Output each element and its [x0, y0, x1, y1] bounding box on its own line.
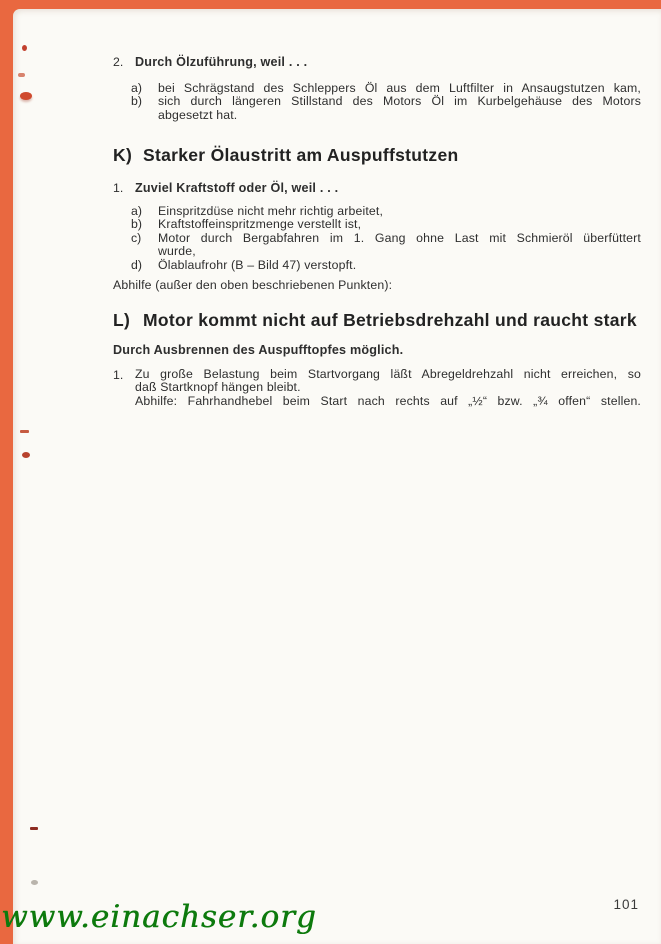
item-title: Zuviel Kraftstoff oder Öl, weil . . . [135, 181, 339, 195]
sub-item-text: sich durch längeren Stillstand des Motors Öl im Kurbelgehäuse des Motors [158, 94, 641, 109]
sub-item-letter: c) [131, 230, 142, 245]
sub-item-c [131, 232, 641, 259]
sub-item-b [131, 95, 641, 122]
ink-speck [20, 92, 32, 100]
section-subtitle: Durch Ausbrennen des Auspufftopfes möglich. [113, 343, 404, 357]
sub-item-a [131, 205, 641, 218]
section-heading-k [113, 145, 641, 166]
ink-speck [18, 73, 25, 77]
item-text: daß Startknopf hängen bleibt. [135, 380, 301, 395]
item-number: 1. [113, 181, 124, 195]
section-title: Starker Ölaustritt am Auspuffstutzen [143, 145, 459, 165]
section-letter: L) [113, 310, 131, 330]
ink-speck [20, 430, 29, 433]
sub-item-d [131, 259, 641, 272]
ink-speck [31, 880, 38, 885]
item-title: Durch Ölzuführung, weil . . . [135, 55, 308, 69]
item-number: 2. [113, 55, 124, 69]
sub-item-text: wurde, [158, 244, 196, 259]
list-item-1-k [113, 181, 641, 272]
sub-item-b [131, 218, 641, 231]
list-item-1-l [113, 368, 641, 408]
item-number: 1. [113, 368, 124, 382]
page-number: 101 [613, 897, 639, 912]
sub-item-text: abgesetzt hat. [158, 107, 238, 122]
sub-item-text: bei Schrägstand des Schleppers Öl aus dem Luftfilter in Ansaugstutzen kam, [158, 81, 641, 95]
item-text: Zu große Belastung beim Startvorgang läßt Abregeldrehzahl nicht erreichen, so [135, 367, 641, 381]
sub-item-letter: a) [131, 204, 142, 218]
section-title: Motor kommt nicht auf Betriebsdrehzahl und raucht stark [143, 310, 637, 330]
sub-item-text: Kraftstoffeinspritzmenge verstellt ist, [158, 217, 362, 232]
ink-speck [22, 45, 27, 51]
sub-item-letter: b) [131, 217, 142, 232]
watermark-url: www.einachser.org [1, 899, 317, 935]
ink-speck [22, 452, 30, 458]
section-heading-l [113, 310, 641, 331]
abhilfe-note: Abhilfe (außer den oben beschriebenen Punkten): [113, 278, 393, 292]
ink-speck [30, 827, 38, 830]
sub-item-a [131, 82, 641, 95]
sub-item-letter: d) [131, 257, 142, 272]
item-text: Abhilfe: Fahrhandhebel beim Start nach rechts auf „½“ bzw. „¾ offen“ stellen. [135, 393, 641, 408]
sub-item-text: Einspritzdüse nicht mehr richtig arbeitet, [158, 204, 384, 218]
page [13, 9, 661, 944]
section-letter: K) [113, 145, 133, 165]
list-item-2 [113, 55, 641, 122]
sub-item-text: Motor durch Bergabfahren im 1. Gang ohne Last mit Schmieröl überfüttert [158, 230, 641, 245]
sub-item-letter: a) [131, 81, 142, 95]
sub-item-text: Ölablaufrohr (B – Bild 47) verstopft. [158, 257, 357, 272]
sub-item-letter: b) [131, 94, 142, 109]
